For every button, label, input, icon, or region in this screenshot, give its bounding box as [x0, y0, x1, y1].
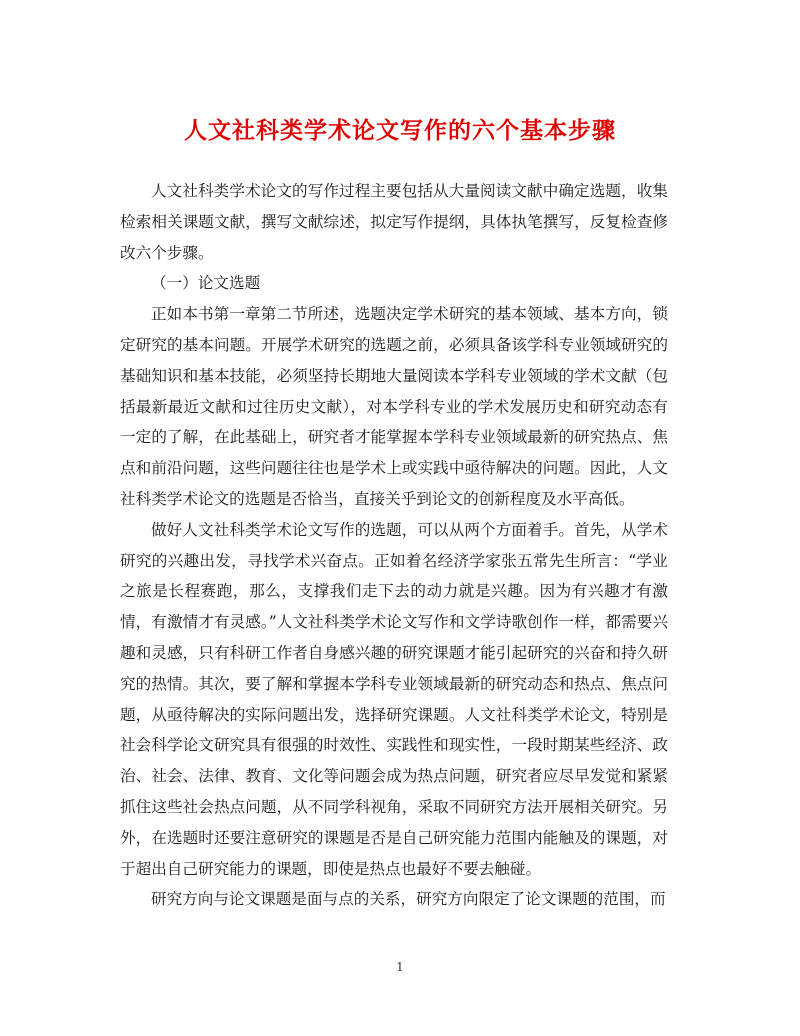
page-number: 1 — [396, 960, 404, 974]
intro-paragraph: 人文社科类学术论文的写作过程主要包括从大量阅读文献中确定选题，收集检索相关课题文献，撰写文献综述，拟定写作提纲，具体执笔撰写，反复检查修改六个步骤。 — [120, 182, 668, 262]
document-body — [120, 176, 668, 915]
body-paragraph: 研究方向与论文课题是面与点的关系，研究方向限定了论文课题的范围，而 — [151, 890, 666, 909]
section-heading: （一）论文选题 — [151, 274, 261, 293]
body-paragraph: 做好人文社科类学术论文写作的选题，可以从两个方面着手。首先，从学术研究的兴趣出发，寻找学术兴奋点。正如着名经济学家张五常先生所言：“学业之旅是长程赛跑，那么，支撑我们走下去的动力就是兴趣。因为有兴趣才有激情，有激情才有灵感。”人文社科类学术论文写作和文学诗歌创作一样，都需要兴趣和灵感，只有科研工作者自身感兴趣的研究课题才能引起研究的兴奋和持久研究的热情。其次，要了解和掌握本学科专业领域最新的研究动态和热点、焦点问题，从亟待解决的实际问题出发，选择研究课题。人文社科类学术论文，特别是社会科学论文研究具有很强的时效性、实践性和现实性，一段时期某些经济、政治、社会、法律、教育、文化等问题会成为热点问题，研究者应尽早发觉和紧紧抓住这些社会热点问题，从不同学科视角，采取不同研究方法开展相关研究。另外，在选题时还要注意研究的课题是否是自己研究能力范围内能触及的课题，对于超出自己研究能力的课题，即使是热点也最好不要去触碰。 — [120, 520, 668, 878]
body-paragraph: 正如本书第一章第二节所述，选题决定学术研究的基本领域、基本方向，锁定研究的基本问题。开展学术研究的选题之前，必须具备该学科专业领域研究的基础知识和基本技能，必须坚持长期地大量阅读本学科专业领域的学术文献（包括最新最近文献和过往历史文献），对本学科专业的学术发展历史和研究动态有一定的了解，在此基础上，研究者才能掌握本学科专业领域最新的研究热点、焦点和前沿问题，这些问题往往也是学术上或实践中亟待解决的问题。因此，人文社科类学术论文的选题是否恰当，直接关乎到论文的创新程度及水平高低。 — [120, 305, 668, 508]
document-title: 人文社科类学术论文写作的六个基本步骤 — [184, 117, 616, 144]
